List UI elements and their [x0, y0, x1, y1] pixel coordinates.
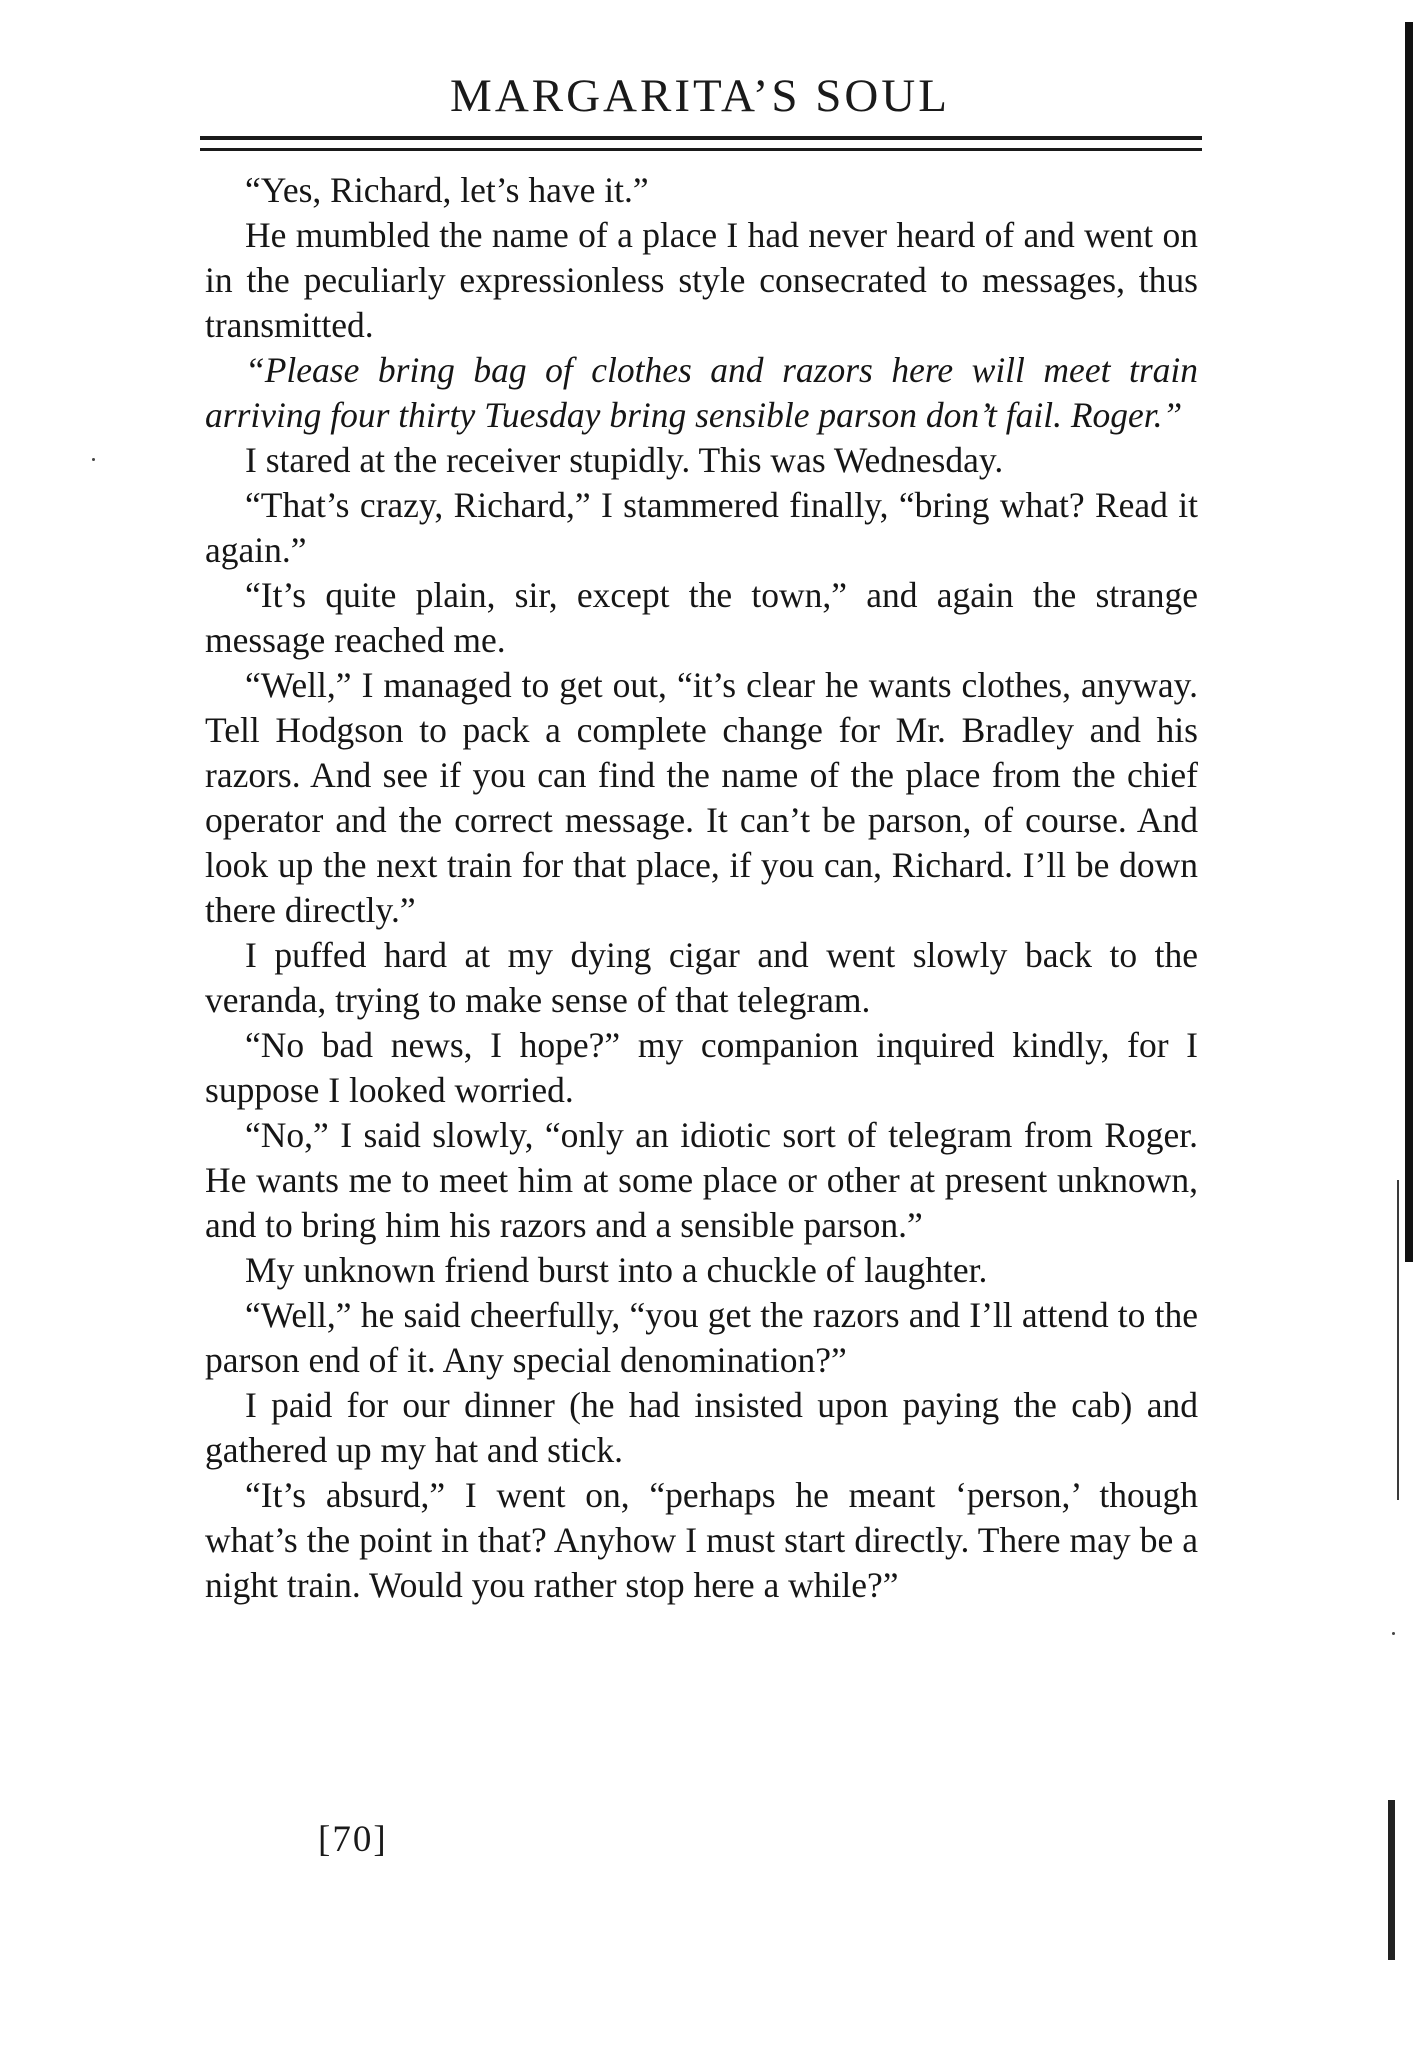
- running-title: MARGARITA’S SOUL: [450, 70, 950, 122]
- paragraph: I stared at the receiver stupidly. This was Wednesday.: [245, 440, 1004, 480]
- paragraph: “No,” I said slowly, “only an idiotic sort of telegram from Roger. He wants me to meet him at some place or other at present unknown, and to bring him his razors and a sensible parson.”: [205, 1115, 1198, 1245]
- paragraph: “Yes, Richard, let’s have it.”: [245, 170, 649, 210]
- binding-edge-shadow: [1405, 22, 1413, 1262]
- paragraph: I puffed hard at my dying cigar and went slowly back to the veranda, trying to make sense of that telegram.: [205, 935, 1198, 1020]
- paragraph: “Well,” I managed to get out, “it’s clear he wants clothes, anyway. Tell Hodgson to pack a complete change for Mr. Bradley and his razors. And see if you can find the name of the place from the chief operator and the correct message. It can’t be parson, of course. And look up the next train for that place, if you can, Richard. I’ll be down there directly.”: [205, 665, 1198, 930]
- body-text: [205, 168, 1198, 1608]
- paragraph: “Well,” he said cheerfully, “you get the razors and I’ll attend to the parson end of it. Any special denomination?”: [205, 1295, 1198, 1380]
- scan-speck: [92, 458, 95, 461]
- binding-edge-line: [1397, 1180, 1399, 1500]
- header-rule-top: [200, 136, 1202, 140]
- paragraph: My unknown friend burst into a chuckle of laughter.: [245, 1250, 988, 1290]
- paragraph: I paid for our dinner (he had insisted upon paying the cab) and gathered up my hat and stick.: [205, 1385, 1198, 1470]
- paragraph: “That’s crazy, Richard,” I stammered finally, “bring what? Read it again.”: [205, 485, 1198, 570]
- telegram-paragraph: “Please bring bag of clothes and razors here will meet train arriving four thirty Tuesday bring sensible parson don’t fail. Roger.”: [205, 350, 1198, 435]
- paragraph: He mumbled the name of a place I had never heard of and went on in the peculiarly expressionless style consecrated to messages, thus transmitted.: [205, 215, 1198, 345]
- paragraph: “It’s absurd,” I went on, “perhaps he meant ‘person,’ though what’s the point in that? Anyhow I must start directly. There may be a night train. Would you rather stop here a while?”: [205, 1475, 1198, 1605]
- paragraph: “It’s quite plain, sir, except the town,” and again the strange message reached me.: [205, 575, 1198, 660]
- header-rule-bottom: [200, 148, 1202, 151]
- page-number: [70]: [318, 1819, 388, 1860]
- binding-edge-smudge: [1388, 1800, 1395, 1960]
- paragraph: “No bad news, I hope?” my companion inquired kindly, for I suppose I looked worried.: [205, 1025, 1198, 1110]
- scan-speck: [1392, 1632, 1395, 1635]
